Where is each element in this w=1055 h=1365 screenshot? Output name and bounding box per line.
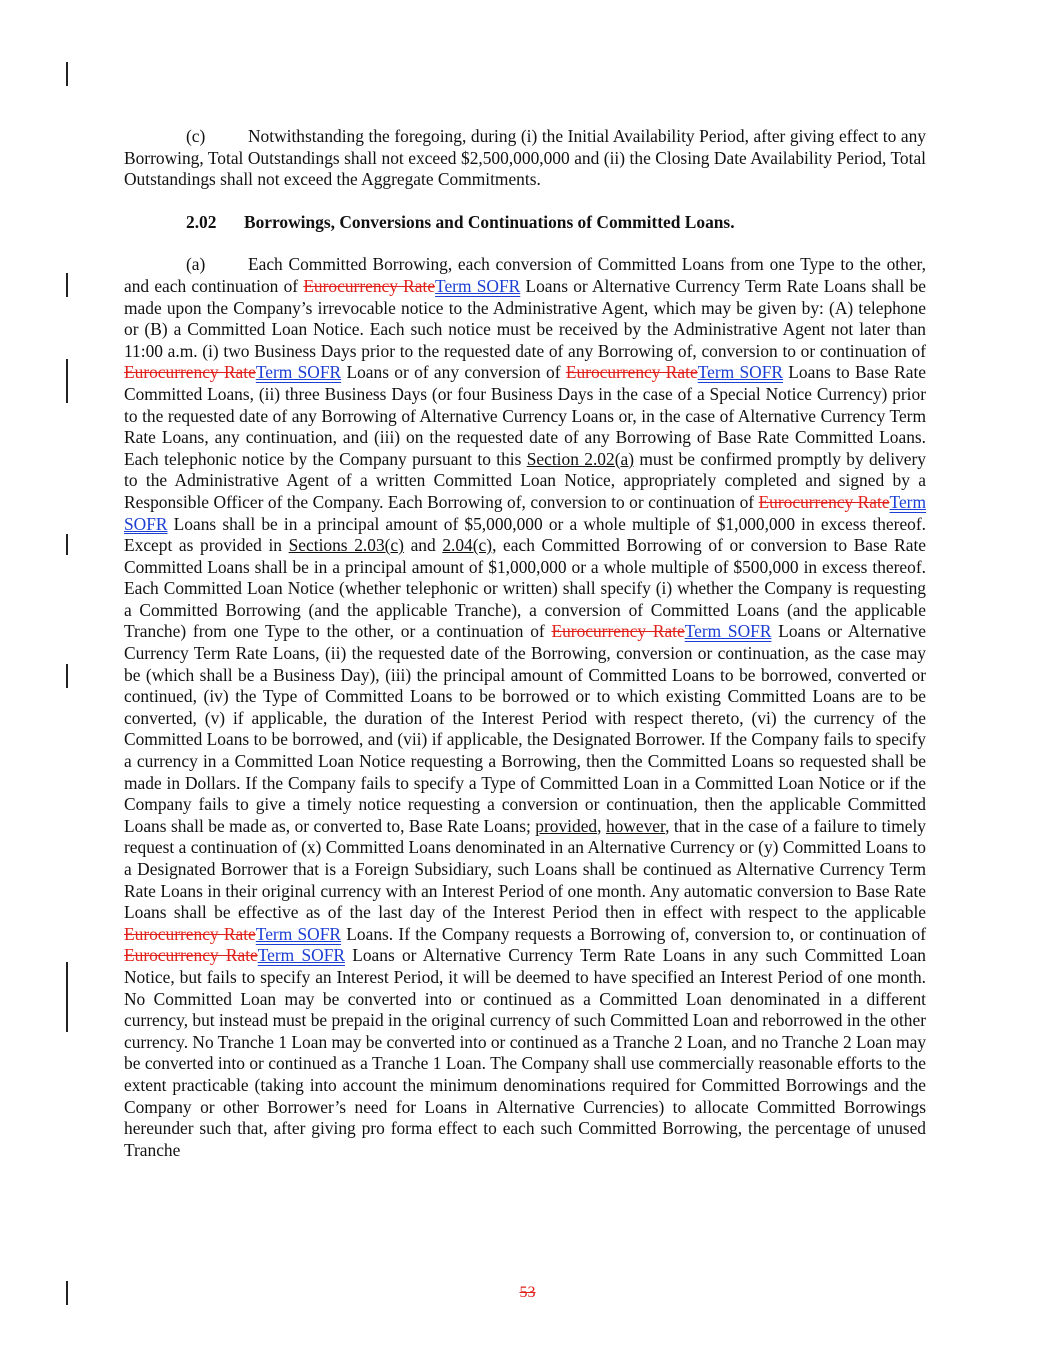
provided-term: provided [535, 815, 598, 836]
page-number: 53 [519, 1284, 536, 1301]
deleted-text: Eurocurrency Rate [124, 945, 258, 966]
change-bar [66, 62, 68, 86]
text-run: Each Committed Borrowing, each conversion of Committed Loans from one Type to the other, and each continuation of [124, 254, 926, 296]
deleted-text: Eurocurrency Rate [551, 621, 685, 642]
inserted-text: Term SOFR [255, 923, 342, 944]
change-bar [66, 359, 68, 403]
paragraph-c [124, 126, 926, 191]
text-run: , [597, 815, 606, 836]
paragraph-text: Notwithstanding the foregoing, during (i) the Initial Availability Period, after giving effect to any Borrowing, Total Outstandings shall not exceed $2,500,000,000 and (ii) the Closing Date Availability Period, Total Outstandings shall not exceed the Aggregate Commitments. [124, 126, 926, 190]
section-heading [124, 212, 926, 234]
text-run: Loans. If the Company requests a Borrowing of, conversion to, or continuation of [341, 923, 926, 944]
text-run: must be confirmed promptly by delivery to the Administrative Agent of a written Committed Loan Notice, appropriately completed and signed by a Responsible Officer of the Company. Each Borrowing of, conversion to or continuation of [124, 448, 926, 512]
paragraph-label: (c) [186, 126, 206, 146]
text-run: Loans or Alternative Currency Term Rate Loans, (ii) the requested date of the Borrowing, conversion or continuation, as the case may be (which shall be a Business Day), (iii) the principal amount of Committed Loans to be borrowed, converted or continued, (iv) the Type of Committed Loans to be borrowed or to which existing Committed Loans are to be converted, (v) if applicable, the duration of the Interest Period with respect thereto, (vi) the currency of the Committed Loans to be borrowed, and (vii) if applicable, the Designated Borrower. If the Company fails to specify a currency in a Committed Loan Notice requesting a Borrowing, then the Committed Loans so requested shall be made in Dollars. If the Company fails to specify a Type of Committed Loan in a Committed Loan Notice or if the Company fails to give a timely notice requesting a conversion or continuation, then the applicable Committed Loans shall be made as, or converted to, Base Rate Loans; [124, 621, 926, 836]
text-run: and [403, 535, 443, 556]
change-bar [66, 664, 68, 688]
text-run: Loans shall be in a principal amount of $5,000,000 or a whole multiple of $1,000,000 in excess thereof. Except as provided in [124, 513, 926, 556]
change-bar [66, 962, 68, 1032]
text-run: Loans or of any conversion of [341, 362, 566, 383]
change-bar [66, 534, 68, 555]
paragraph-label: (a) [186, 254, 206, 275]
section-reference: Sections 2.03(c) [288, 535, 404, 556]
text-run: Loans to Base Rate Committed Loans, (ii) three Business Days (or four Business Days in the case of a Special Notice Currency) prior to the requested date of any Borrowing of Alternative Currency Loans or, in the case of Alternative Currency Term Rate Loans, any continuation, and (iii) on the requested date of any Borrowing of Base Rate Committed Loans. Each telephonic notice by the Company pursuant to this [124, 362, 927, 469]
deleted-text: Eurocurrency Rate [124, 362, 256, 383]
text-run: , that in the case of a failure to timely request a continuation of (x) Committed Loans denominated in an Alternative Currency or (y) Committed Loans to a Designated Borrower that is a Foreign Subsidiary, such Loans shall be continued as Alternative Currency Term Rate Loans in their original currency with an Interest Period of one month. Any automatic conversion to Base Rate Loans shall be effective as of the last day of the Interest Period then in effect with respect to the applicable [124, 815, 926, 923]
inserted-text: Term SOFR [684, 621, 772, 642]
inserted-text: Term SOFR [124, 491, 926, 534]
inserted-text: Term SOFR [435, 275, 521, 296]
change-bar [66, 273, 68, 297]
deleted-text: Eurocurrency Rate [565, 362, 698, 383]
deleted-text: Eurocurrency Rate [758, 491, 890, 512]
deleted-text: Eurocurrency Rate [124, 923, 256, 944]
section-reference: 2.04(c) [442, 535, 493, 556]
deleted-text: Eurocurrency Rate [303, 275, 436, 296]
section-title: Borrowings, Conversions and Continuations of Committed Loans. [244, 211, 735, 232]
inserted-text: Term SOFR [697, 362, 783, 383]
inserted-text: Term SOFR [257, 945, 345, 966]
paragraph-a [124, 254, 926, 1161]
section-number: 2.02 [186, 211, 217, 232]
however-term: however [605, 815, 666, 836]
text-run: , each Committed Borrowing of or conversion to Base Rate Committed Loans shall be in a principal amount of $1,000,000 or a whole multiple of $500,000 in excess thereof. Each Committed Loan Notice (whether telephonic or written) shall specify (i) whether the Company is requesting a Committed Borrowing (and the applicable Tranche), a conversion of Committed Loans (and the applicable Tranche) from one Type to the other, or a continuation of [124, 535, 927, 642]
section-reference: Section 2.02(a) [526, 448, 634, 469]
body-text [124, 126, 926, 1161]
text-run: Loans or Alternative Currency Term Rate Loans shall be made upon the Company’s irrevocable notice to the Administrative Agent, which may be given by: (A) telephone or (B) a Committed Loan Notice. Each such notice must be received by the Administrative Agent not later than 11:00 a.m. (i) two Business Days prior to the requested date of any Borrowing of, conversion to or continuation of [124, 275, 927, 361]
text-run: Loans or Alternative Currency Term Rate Loans in any such Committed Loan Notice, but fails to specify an Interest Period, it will be deemed to have specified an Interest Period of one month. No Committed Loan may be converted into or continued as a Committed Loan denominated in a different currency, but instead must be prepaid in the original currency of such Committed Loan and reborrowed in the other currency. No Tranche 1 Loan may be converted into or continued as a Tranche 2 Loan, and no Tranche 2 Loan may be converted into or continued as a Tranche 1 Loan. The Company shall use commercially reasonable efforts to the extent practicable (taking into account the minimum denominations required for Committed Borrowings and the Company or other Borrower’s need for Loans in Alternative Currencies) to allocate Committed Borrowings hereunder such that, after giving pro forma effect to each such Committed Borrowing, the percentage of unused Tranche [124, 945, 927, 1160]
inserted-text: Term SOFR [255, 362, 342, 383]
